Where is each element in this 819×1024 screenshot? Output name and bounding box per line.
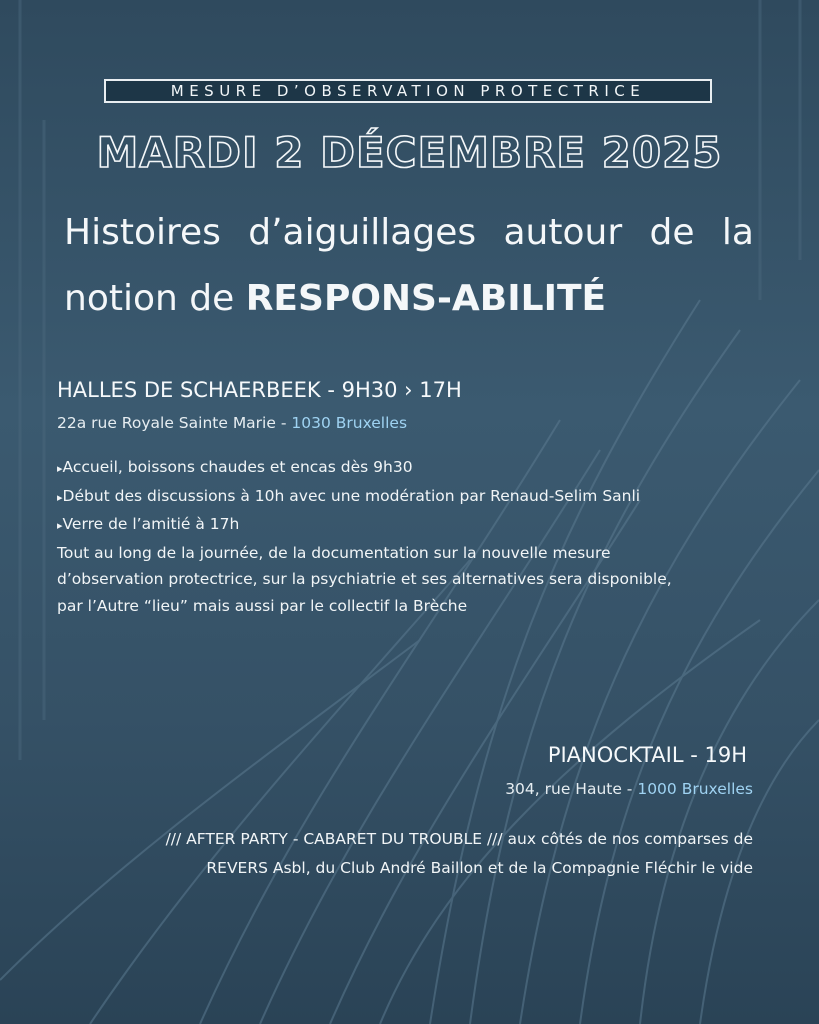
title-word: Histoires [64,212,221,253]
title-word: la [721,212,754,253]
address-street: 22a rue Royale Sainte Marie - [57,414,292,432]
banner-title: MESURE D’OBSERVATION PROTECTRICE [104,79,712,103]
venue-2-heading: PIANOCKTAIL - 19H [547,743,747,767]
bullet-item: ▸ Accueil, boissons chaudes et encas dès 9h30 [57,454,697,483]
bullet-item: ▸ Verre de l’amitié à 17h [57,511,697,540]
title-prefix: notion de [64,278,235,319]
documentation-paragraph: Tout au long de la journée, de la documentation sur la nouvelle mesure d’observation protectrice, sur la psychiatrie et ses alternatives sera disponible, par l’Autre “lieu” mais aussi par le collectif la Brèche [57,543,672,615]
title-word: autour [503,212,623,253]
address-city: 1030 Bruxelles [291,414,408,432]
venue-1-address [57,414,407,432]
event-date: MARDI 2 DÉCEMBRE 2025 [96,128,723,177]
address-city: 1000 Bruxelles [637,780,753,798]
venue-1-heading: HALLES DE SCHAERBEEK - 9H30 › 17H [57,378,462,402]
title-keyword: RESPONS-ABILITÉ [245,278,607,319]
after-party-description: /// AFTER PARTY - CABARET DU TROUBLE /// aux côtés de nos comparses de REVERS Asbl, du Club André Baillon et de la Compagnie Fléchir le vide [165,830,753,877]
title-word: d’aiguillages [248,212,477,253]
bullet-item: ▸ Début des discussions à 10h avec une modération par Renaud-Selim Sanli [57,483,697,512]
title-line-2 [64,278,606,319]
title-word: de [649,212,695,253]
address-street: 304, rue Haute - [505,780,638,798]
title-line-1 [64,212,754,253]
venue-2-address [505,780,753,798]
event-1-details [57,454,697,619]
